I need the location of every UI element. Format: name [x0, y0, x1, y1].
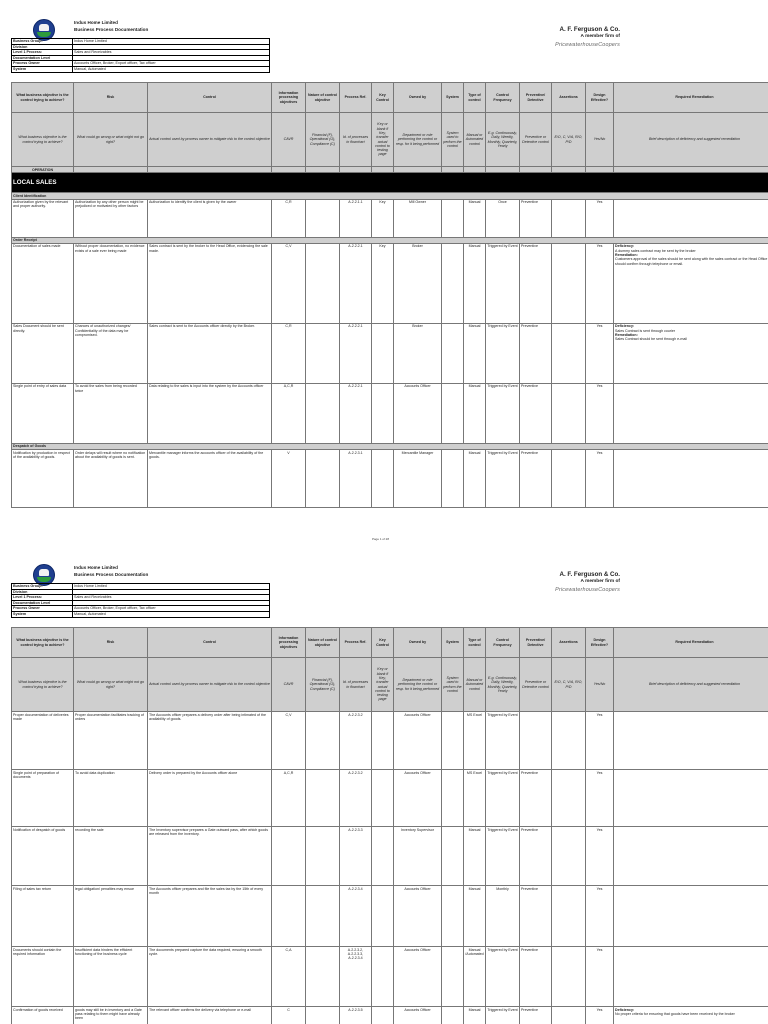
meta-key: Level 1 Process: — [12, 50, 73, 56]
col-risk: Risk — [74, 83, 148, 113]
col-type: Type of control — [464, 83, 486, 113]
document-page-2 — [0, 545, 768, 1024]
col-preventive: Preventive/ Detective — [520, 83, 552, 113]
col-ref: Process Ref. — [340, 83, 372, 113]
company-name: Indus Home Limited — [74, 20, 118, 25]
table-row: Filing of sales tax return legal obligation/ penalties may ensue The Accounts officer prepares and file the sales tax by the 15th of every month A.2.2.3.4 Accounts Officer Manual Monthly Preventive Yes — [12, 886, 768, 947]
desc-cell: Yes/No — [586, 113, 614, 167]
description-row: What business objective is the control trying to achieve? What could go wrong or what might not go right? Actual control used by process owner to mitigate risk to the control objective CAVR Financial (F), Operational (O), Compliance (C) Id. of processes in flowchart Key or blank if Key, transfer actual control to testing page Department or role performing the control or resp. for it being performed System used to perform the control Manual or Automated control E.g. Continuously, Daily, Weekly, Monthly, Quarterly, Yearly Preventive or Detective control E/O, C, V/A, R/O, P/D Yes/No Brief description of deficiency and suggested remediation — [12, 658, 768, 712]
header-row — [12, 83, 768, 113]
meta-key: Process Owner — [12, 61, 73, 67]
remediation-cell: Deficiency: A dummy sales contract may be sent by the broker Remediation: Customers approval of the sales should be sent along with the sales contract or the Head Office should confirm through telephone or email. — [614, 243, 768, 323]
desc-cell: Department or role performing the control or resp. for it being performed — [394, 113, 442, 167]
desc-cell: E.g. Continuously, Daily, Weekly, Monthly, Quarterly, Yearly — [486, 113, 520, 167]
remediation-cell: Deficiency: Sales Contract is sent through courier Remediation: Sales Contract should be sent through e-mail — [614, 323, 768, 383]
firm-network-logo: PricewaterhouseCoopers — [555, 42, 620, 48]
header-row: What business objective is the control trying to achieve? Risk Control Information processing objectives Nature of control objective Process Ref. Key Control Owned by System Type of control Control Frequency Preventive/ Detective Assertions Design Effective? Required Remediation — [12, 628, 768, 658]
col-info: Information processing objectives — [272, 83, 306, 113]
section-row — [12, 173, 768, 193]
group-title: Order Receipt — [12, 237, 768, 243]
meta-key: System — [12, 66, 73, 72]
col-system: System — [442, 83, 464, 113]
col-design: Design Effective? — [586, 83, 614, 113]
section-title: LOCAL SALES — [12, 173, 768, 193]
firm-member: A member firm of — [580, 34, 620, 39]
col-frequency: Control Frequency — [486, 83, 520, 113]
firm-network-logo: PricewaterhouseCoopers — [555, 587, 620, 593]
col-assertions: Assertions — [552, 83, 586, 113]
company-name: Indus Home Limited — [74, 565, 118, 570]
desc-cell: Financial (F), Operational (O), Compliance (C) — [306, 113, 340, 167]
col-control: Control — [148, 83, 272, 113]
table-row: Single point of preparation of documents To avoid data duplication Delivery order is prepared by the Accounts officer alone A,C,R A.2.2.3.2 Accounts Officer MS Excel Triggered by Event Preventive Yes — [12, 770, 768, 827]
company-subtitle: Business Process Documentation — [74, 27, 149, 32]
desc-cell: What business objective is the control trying to achieve? — [12, 113, 74, 167]
desc-cell: System used to perform the control — [442, 113, 464, 167]
operation-label: OPERATION — [12, 167, 74, 173]
meta-key: Documentation Level — [12, 55, 73, 61]
table-row: Documents should contain the required information Insufficient data hinders the efficient functioning of the business cycle The documents prepared capture the data required, ensuring a smooth cycle. C,A A.2.2.3.2, A.2.2.3.3, A.2.2.3.4 Accounts Officer Manual /Automated Triggered by Event Preventive Yes — [12, 947, 768, 1007]
meta-value: Manual, Automated — [73, 66, 270, 72]
group-title: Despatch of Goods — [12, 443, 768, 449]
col-key: Key Control — [372, 83, 394, 113]
table-row: Confirmation of goods received goods may still be in inventory and a Gate pass relating to them might have already been The relevant officer confirms the delivery via telephone or e-mail C A.2.2.3.5 Accounts Officer Manual Triggered by Event Preventive Yes Deficiency: No proper criteria for ensuring that goods have been received by the broker — [12, 1007, 768, 1024]
meta-value: Accounts Officer, Broker, Export officer, Tax officer — [73, 61, 270, 67]
desc-cell: Manual or Automated control — [464, 113, 486, 167]
desc-cell: Key or blank if Key, transfer actual control to testing page — [372, 113, 394, 167]
table-row: Sales Document should be sent directly. Chances of unauthorized changes/ Confidentiality of the data may be compromised. Sales contract is sent to the Accounts officer directly by the Broker. C,R A.2.2.2.1 Broker Manual Triggered by Event Preventive Yes Deficiency: Sales Contract is sent through courier Remediation: Sales Contract should be sent through e-mail — [12, 323, 768, 383]
desc-cell: Preventive or Detective control — [520, 113, 552, 167]
company-subtitle: Business Process Documentation — [74, 572, 149, 577]
col-nature: Nature of control objective — [306, 83, 340, 113]
description-row — [12, 113, 768, 167]
desc-cell: Actual control used by process owner to mitigate risk to the control objective — [148, 113, 272, 167]
page-number: Page 1 of 28 — [372, 537, 390, 541]
desc-cell: CAVR — [272, 113, 306, 167]
meta-key: Business Group: — [12, 39, 73, 45]
meta-value: Indus Home Limited — [73, 39, 270, 45]
col-remediation: Required Remediation — [614, 83, 768, 113]
meta-key: Division — [12, 44, 73, 50]
meta-table — [11, 38, 270, 73]
col-objective: What business objective is the control trying to achieve? — [12, 83, 74, 113]
firm-name: A. F. Ferguson & Co. — [559, 571, 620, 578]
table-row: Notification of despatch of goods recording the sale The Inventory supervisor prepares a Gate outward pass, after which goods are released from the inventory. A.2.2.3.3 Inventory Supervisor Manual Triggered by Event Preventive Yes — [12, 827, 768, 886]
controls-table — [11, 82, 768, 508]
controls-table — [11, 627, 768, 1024]
col-owner: Owned by — [394, 83, 442, 113]
remediation-cell: Deficiency: No proper criteria for ensuring that goods have been received by the broker — [614, 1007, 768, 1024]
table-row: Authorization given by the relevant and proper authority. Authorization by any other person might be prejudiced or motivated by other factors Authorization to identify the client is given by the owner C,R A.2.2.1.1 Key Mill Owner Manual Once Preventive Yes — [12, 199, 768, 237]
desc-cell: Id. of processes in flowchart — [340, 113, 372, 167]
firm-member: A member firm of — [580, 579, 620, 584]
firm-name: A. F. Ferguson & Co. — [559, 26, 620, 33]
table-row: Notification by production in respect of the availability of goods. Order delays will result where no notification about the availability of goods is sent. Mercantile manager informs the accounts officer of the availability of the goods. V A.2.2.3.1 Mercantile Manager Manual Triggered by Event Preventive Yes — [12, 450, 768, 508]
table-row: Proper documentation of deliveries made Proper documentation facilitates tracking of orders The Accounts officer prepares a delivery order after being intimated of the availability of goods. C,V A.2.2.3.2 Accounts Officer MS Excel Triggered by Event Yes — [12, 712, 768, 770]
desc-cell: E/O, C, V/A, R/O, P/D — [552, 113, 586, 167]
desc-cell: What could go wrong or what might not go right? — [74, 113, 148, 167]
table-row: Documentation of sales made Without proper documentation, no evidence exists of a sale ever being made Sales contract is sent by the broker to the Head Office, evidencing the sale made. C,V A.2.2.2.1 Key Broker Manual Triggered by Event Preventive Yes Deficiency: A dummy sales contract may be sent by the broker Remediation: Customers approval of the sales should be sent along with the sales contract or the Head Office should confirm through telephone or email. — [12, 243, 768, 323]
meta-table: Business Group: Indus Home Limited Division Level 1 Process: Sales and Receivables Documentation Level Process Owner Accounts Officer, Broker, Export officer, Tax officer System Manual, Automated — [11, 583, 270, 618]
desc-cell: Brief description of deficiency and suggested remediation — [614, 113, 768, 167]
table-row: Single point of entry of sales data To avoid the sales from being recorded twice Data relating to the sales is input into the system by the Accounts officer A,C,R A.2.2.2.1 Accounts Officer Manual Triggered by Event Preventive Yes — [12, 383, 768, 443]
group-title: Client Identification — [12, 193, 768, 199]
meta-value: Sales and Receivables — [73, 50, 270, 56]
